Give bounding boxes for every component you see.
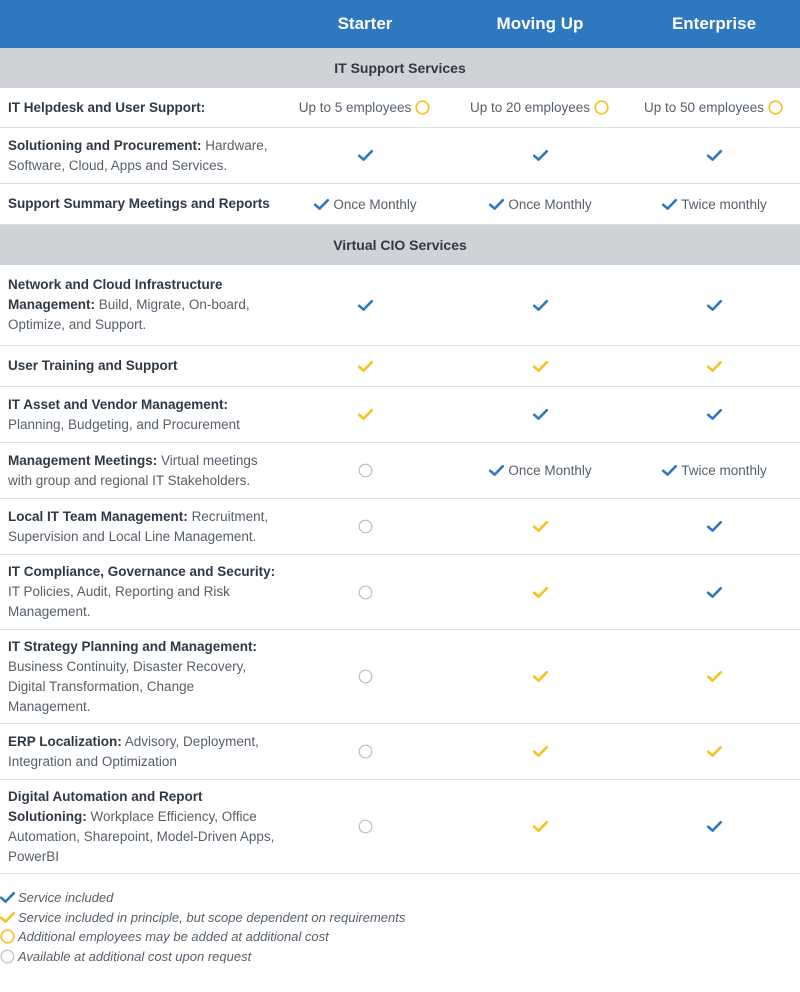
section-header: Virtual CIO Services xyxy=(0,225,800,265)
feature-description: Virtual meetings with group and regional IT Stakeholders. xyxy=(8,452,258,488)
feature-row xyxy=(0,128,800,184)
plan-cell-moving-up xyxy=(452,88,628,127)
feature-label xyxy=(0,88,278,127)
empty-circle-icon xyxy=(357,518,374,535)
feature-label xyxy=(0,780,278,873)
plan-cell-moving-up xyxy=(452,184,628,224)
plan-cell-moving-up xyxy=(452,555,628,629)
feature-name: Management Meetings: xyxy=(8,452,158,468)
legend-item xyxy=(0,947,800,967)
feature-label xyxy=(0,128,278,183)
partial-checkmark-icon xyxy=(532,584,549,601)
feature-description: Recruitment, Supervision and Local Line Management. xyxy=(8,508,269,544)
feature-description: Planning, Budgeting, and Procurement xyxy=(8,416,240,432)
feature-description: IT Policies, Audit, Reporting and Risk Management. xyxy=(8,584,230,619)
plan-cell-starter xyxy=(278,724,452,779)
feature-description: Hardware, Software, Cloud, Apps and Services. xyxy=(8,137,268,173)
plan-cell-starter xyxy=(278,387,452,442)
circle-icon xyxy=(414,99,431,116)
checkmark-icon xyxy=(488,462,505,479)
feature-name: ERP Localization: xyxy=(8,733,122,749)
legend-text: Available at additional cost upon request xyxy=(18,948,252,964)
legend-text: Service included xyxy=(18,890,114,906)
feature-row xyxy=(0,346,800,387)
partial-checkmark-icon xyxy=(532,818,549,835)
cell-text: Once Monthly xyxy=(333,196,417,212)
plan-cell-enterprise xyxy=(628,387,800,442)
plan-cell-moving-up xyxy=(452,443,628,498)
feature-name: Local IT Team Management: xyxy=(8,508,188,524)
plan-cell-moving-up xyxy=(452,499,628,554)
empty-circle-icon xyxy=(357,743,374,760)
partial-checkmark-icon xyxy=(706,743,723,760)
plan-cell-enterprise xyxy=(628,184,800,224)
feature-name: Solutioning and Procurement: xyxy=(8,137,202,153)
feature-row xyxy=(0,630,800,724)
cell-text: Up to 50 employees xyxy=(643,100,765,115)
empty-circle-icon xyxy=(357,462,374,479)
checkmark-icon xyxy=(357,147,374,164)
feature-row xyxy=(0,88,800,128)
plan-cell-moving-up xyxy=(452,724,628,779)
cell-text: Twice monthly xyxy=(681,463,767,478)
plan-cell-starter xyxy=(278,630,452,723)
plan-cell-enterprise xyxy=(628,724,800,779)
plan-cell-starter xyxy=(278,88,452,127)
feature-row xyxy=(0,265,800,346)
feature-description: Advisory, Deployment, Integration and Optimization xyxy=(8,733,259,769)
cell-text: Up to 20 employees xyxy=(469,100,591,115)
plan-cell-enterprise xyxy=(628,630,800,723)
plan-enterprise-title: Enterprise xyxy=(671,14,757,33)
plan-cell-starter xyxy=(278,780,452,873)
feature-name: Network and Cloud Infrastructure Management: xyxy=(8,277,223,312)
feature-name: IT Asset and Vendor Management: xyxy=(8,396,229,412)
feature-label xyxy=(0,443,278,498)
partial-checkmark-icon xyxy=(357,406,374,423)
empty-circle-icon xyxy=(357,668,374,685)
plan-moving-up-title: Moving Up xyxy=(496,14,584,33)
checkmark-icon xyxy=(706,147,723,164)
legend xyxy=(0,874,800,966)
plan-cell-enterprise xyxy=(628,265,800,345)
feature-label xyxy=(0,265,278,345)
feature-description: Workplace Efficiency, Office Automation, Sharepoint, Model-Driven Apps, PowerBI xyxy=(8,808,275,864)
checkmark-icon xyxy=(532,297,549,314)
empty-circle-icon xyxy=(0,948,16,965)
legend-text: Additional employees may be added at additional cost xyxy=(18,929,329,945)
feature-name: Support Summary Meetings and Reports xyxy=(8,196,270,211)
plan-cell-starter xyxy=(278,555,452,629)
partial-checkmark-icon xyxy=(0,909,16,926)
feature-label xyxy=(0,724,278,779)
plan-header-bar xyxy=(0,0,800,48)
feature-row xyxy=(0,443,800,499)
legend-item xyxy=(0,888,800,908)
plan-cell-enterprise xyxy=(628,346,800,386)
cell-text: Once Monthly xyxy=(508,196,592,212)
plan-cell-moving-up xyxy=(452,346,628,386)
plan-cell-starter xyxy=(278,443,452,498)
plan-cell-starter xyxy=(278,499,452,554)
feature-description: Build, Migrate, On-board, Optimize, and Support. xyxy=(8,297,250,332)
feature-name: User Training and Support xyxy=(8,358,178,373)
plan-cell-enterprise xyxy=(628,88,800,127)
checkmark-icon xyxy=(706,297,723,314)
partial-checkmark-icon xyxy=(532,668,549,685)
legend-text: Service included in principle, but scope dependent on requirements xyxy=(18,909,406,925)
checkmark-icon xyxy=(661,196,678,213)
feature-label xyxy=(0,555,278,629)
cell-text: Up to 5 employees xyxy=(298,100,412,115)
checkmark-icon xyxy=(357,297,374,314)
checkmark-icon xyxy=(661,462,678,479)
feature-name: Digital Automation and Report Solutioning: xyxy=(8,788,203,824)
checkmark-icon xyxy=(706,406,723,423)
section-header: IT Support Services xyxy=(0,48,800,88)
feature-row xyxy=(0,184,800,225)
partial-checkmark-icon xyxy=(532,518,549,535)
feature-label xyxy=(0,184,278,224)
partial-checkmark-icon xyxy=(706,358,723,375)
plan-cell-moving-up xyxy=(452,387,628,442)
feature-row xyxy=(0,780,800,874)
feature-label xyxy=(0,499,278,554)
checkmark-icon xyxy=(706,818,723,835)
plan-starter-title: Starter xyxy=(337,14,393,33)
plan-cell-enterprise xyxy=(628,780,800,873)
feature-row xyxy=(0,555,800,630)
plan-cell-moving-up xyxy=(452,128,628,183)
partial-checkmark-icon xyxy=(357,358,374,375)
checkmark-icon xyxy=(532,147,549,164)
feature-name: IT Compliance, Governance and Security: xyxy=(8,564,276,579)
empty-circle-icon xyxy=(357,584,374,601)
checkmark-icon xyxy=(488,196,505,213)
partial-checkmark-icon xyxy=(532,743,549,760)
legend-item xyxy=(0,927,800,947)
checkmark-icon xyxy=(313,196,330,213)
feature-name: IT Helpdesk and User Support: xyxy=(8,99,206,115)
circle-icon xyxy=(593,99,610,116)
table-body xyxy=(0,48,800,874)
feature-name: IT Strategy Planning and Management: xyxy=(8,638,258,654)
plan-cell-starter xyxy=(278,184,452,224)
plan-cell-starter xyxy=(278,265,452,345)
plan-cell-enterprise xyxy=(628,555,800,629)
feature-description: Business Continuity, Disaster Recovery, Digital Transformation, Change Management. xyxy=(8,658,247,714)
feature-label xyxy=(0,630,278,723)
plan-cell-starter xyxy=(278,346,452,386)
circle-icon xyxy=(767,99,784,116)
feature-row xyxy=(0,499,800,555)
partial-checkmark-icon xyxy=(706,668,723,685)
cell-text: Once Monthly xyxy=(508,463,592,478)
plan-cell-starter xyxy=(278,128,452,183)
plan-cell-moving-up xyxy=(452,265,628,345)
checkmark-icon xyxy=(532,406,549,423)
cell-text: Twice monthly xyxy=(681,196,767,212)
plan-cell-moving-up xyxy=(452,780,628,873)
plan-cell-moving-up xyxy=(452,630,628,723)
feature-label xyxy=(0,346,278,386)
checkmark-icon xyxy=(706,518,723,535)
feature-row xyxy=(0,724,800,780)
feature-row xyxy=(0,387,800,443)
legend-item xyxy=(0,908,800,928)
checkmark-icon xyxy=(0,889,16,906)
plan-cell-enterprise xyxy=(628,443,800,498)
empty-circle-icon xyxy=(357,818,374,835)
plan-cell-enterprise xyxy=(628,128,800,183)
partial-checkmark-icon xyxy=(532,358,549,375)
feature-label xyxy=(0,387,278,442)
plan-cell-enterprise xyxy=(628,499,800,554)
checkmark-icon xyxy=(706,584,723,601)
circle-icon xyxy=(0,928,16,945)
